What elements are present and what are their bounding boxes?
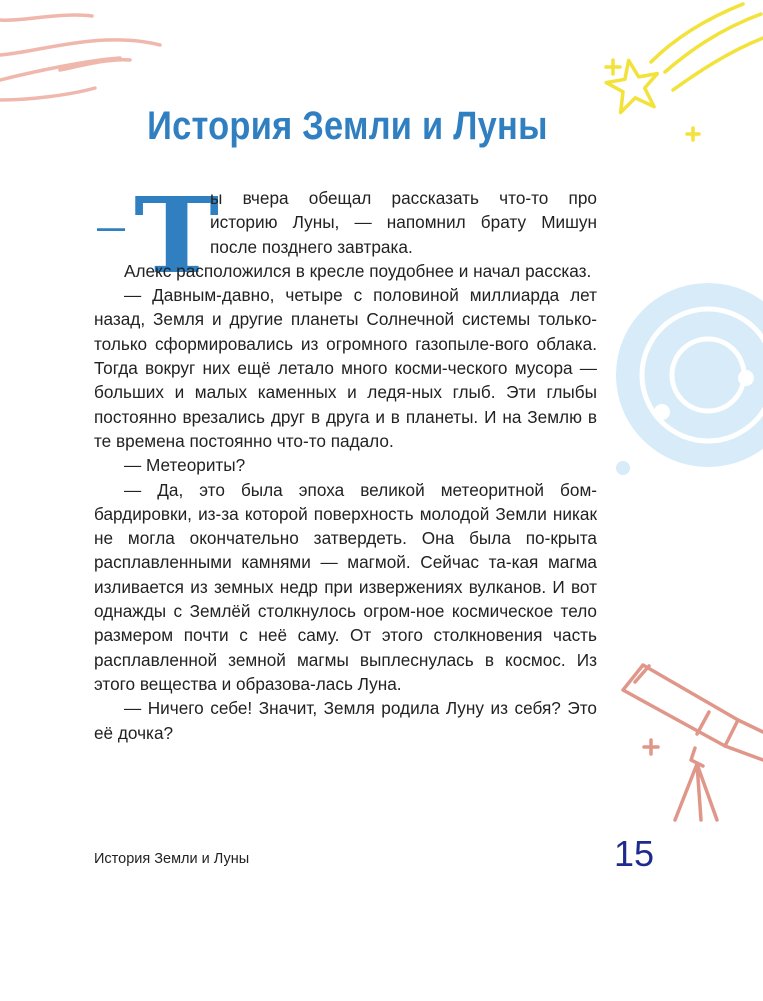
body-text [94,174,597,745]
dialogue-dash: — [97,212,125,243]
paragraph: — Ничего себе! Значит, Земля родила Луну из себя? Это её дочка? [94,698,597,743]
telescope-icon [613,660,763,825]
page-title: История Земли и Луны [147,104,548,148]
drop-cap: Т [134,174,220,297]
swoosh-icon [0,0,175,115]
planet-orbit-icon [598,280,763,480]
paragraph: Алекс расположился в кресле поудобнее и начал рассказ. [124,260,592,281]
paragraph-line: после позднего завтрака. [210,236,413,257]
paragraph-line: историю Луны, — напомнил брату Мишун [210,212,597,233]
paragraph-line: ы вчера обещал рассказать что-то про [210,188,597,208]
paragraph: — Метеориты? [124,455,246,476]
paragraph: — Да, это была эпоха великой метеоритной бом-бардировки, из-за которой поверхность молодой Земли никак не могла окончательно затвердеть. Она была по-крыта расплавленными камнями — магмой. Сейчас та-кая магма изливается из земных недр при извержениях вулканов. И вот однажды с Землёй столкнулось огром-ное космическое тело размером почти с неё саму. От этого столкновения часть расплавленной земной магмы выплеснулась в космос. Из этого вещества и образова-лась Луна. [94,479,597,694]
page-number: 15 [614,833,655,874]
running-footer-title: История Земли и Луны [94,851,250,867]
paragraph: — Давным-давно, четыре с половиной миллиарда лет назад, Земля и другие планеты Солнечной системы только-только сформировались из огромного газопыле-вого облака. Тогда вокруг них ещё летало много косми-ческого мусора — больших и малых каменных и ледя-ных глыб. Эти глыбы постоянно врезались друг в друга и в планеты. И на Землю в те времена постоянно что-то падало. [94,285,597,451]
paragraph [94,186,597,259]
